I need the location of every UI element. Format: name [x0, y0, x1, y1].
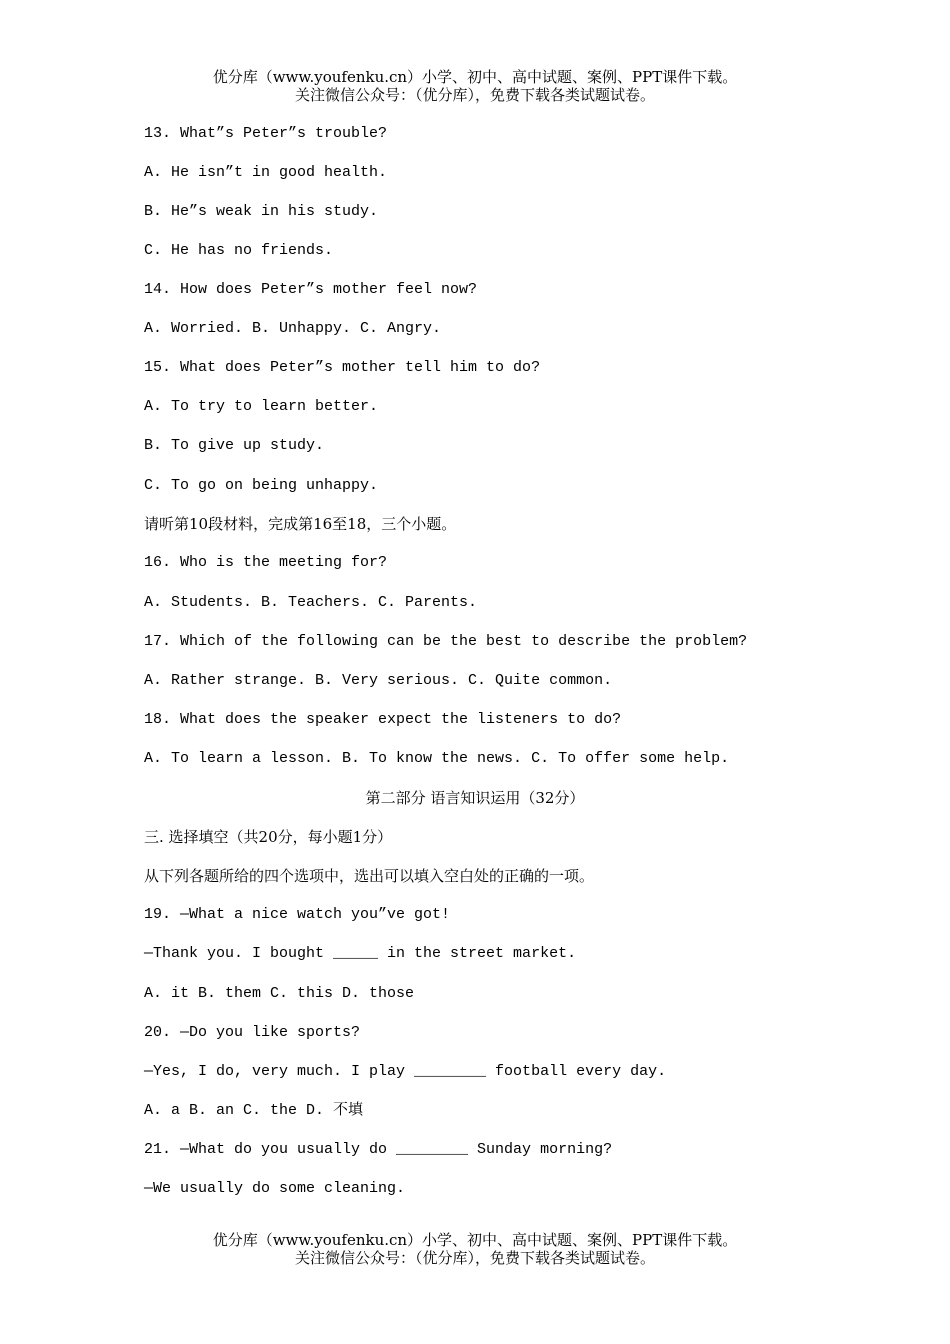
- option-line: A. Students. B. Teachers. C. Parents.: [144, 594, 478, 611]
- dialogue-line: —We usually do some cleaning.: [144, 1180, 406, 1197]
- question-18: 18. What does the speaker expect the listeners to do?: [144, 711, 622, 728]
- option-line: B. To give up study.: [144, 437, 325, 454]
- question-17: 17. Which of the following can be the best to describe the problem?: [144, 633, 748, 650]
- instruction-section-10: 请听第10段材料，完成第16至18，三个小题。: [144, 515, 457, 533]
- option-line: A. To try to learn better.: [144, 398, 379, 415]
- option-line: A. To learn a lesson. B. To know the news. C. To offer some help.: [144, 750, 730, 767]
- footer-line-2: 关注微信公众号：（优分库），免费下载各类试题试卷。: [294, 1249, 655, 1267]
- part-two-heading: 第二部分 语言知识运用（32分）: [365, 789, 585, 807]
- option-line: A. it B. them C. this D. those: [144, 985, 415, 1002]
- header-line-1: 优分库（www.youfenku.cn）小学、初中、高中试题、案例、PPT课件下载。: [212, 68, 738, 86]
- question-15: 15. What does Peter”s mother tell him to do?: [144, 359, 541, 376]
- question-16: 16. Who is the meeting for?: [144, 554, 388, 571]
- option-line: C. To go on being unhappy.: [144, 477, 379, 494]
- option-line: C. He has no friends.: [144, 242, 334, 259]
- question-20: 20. —Do you like sports?: [144, 1024, 361, 1041]
- section-three-heading: 三. 选择填空（共20分，每小题1分）: [144, 828, 393, 846]
- option-line: A. Rather strange. B. Very serious. C. Quite common.: [144, 672, 613, 689]
- question-21: 21. —What do you usually do ________ Sunday morning?: [144, 1141, 613, 1158]
- option-line: A. He isn”t in good health.: [144, 164, 388, 181]
- dialogue-line: —Yes, I do, very much. I play ________ football every day.: [144, 1063, 667, 1080]
- footer-line-1: 优分库（www.youfenku.cn）小学、初中、高中试题、案例、PPT课件下载。: [212, 1231, 738, 1249]
- section-three-instruction: 从下列各题所给的四个选项中，选出可以填入空白处的正确的一项。: [144, 867, 595, 885]
- header-line-2: 关注微信公众号：（优分库），免费下载各类试题试卷。: [294, 86, 655, 104]
- question-13: 13. What”s Peter”s trouble?: [144, 125, 388, 142]
- question-14: 14. How does Peter”s mother feel now?: [144, 281, 478, 298]
- option-line: A. Worried. B. Unhappy. C. Angry.: [144, 320, 442, 337]
- dialogue-line: —Thank you. I bought _____ in the street market.: [144, 945, 577, 962]
- option-line: B. He”s weak in his study.: [144, 203, 379, 220]
- question-19: 19. —What a nice watch you”ve got!: [144, 906, 451, 923]
- option-line: A. a B. an C. the D. 不填: [144, 1102, 364, 1119]
